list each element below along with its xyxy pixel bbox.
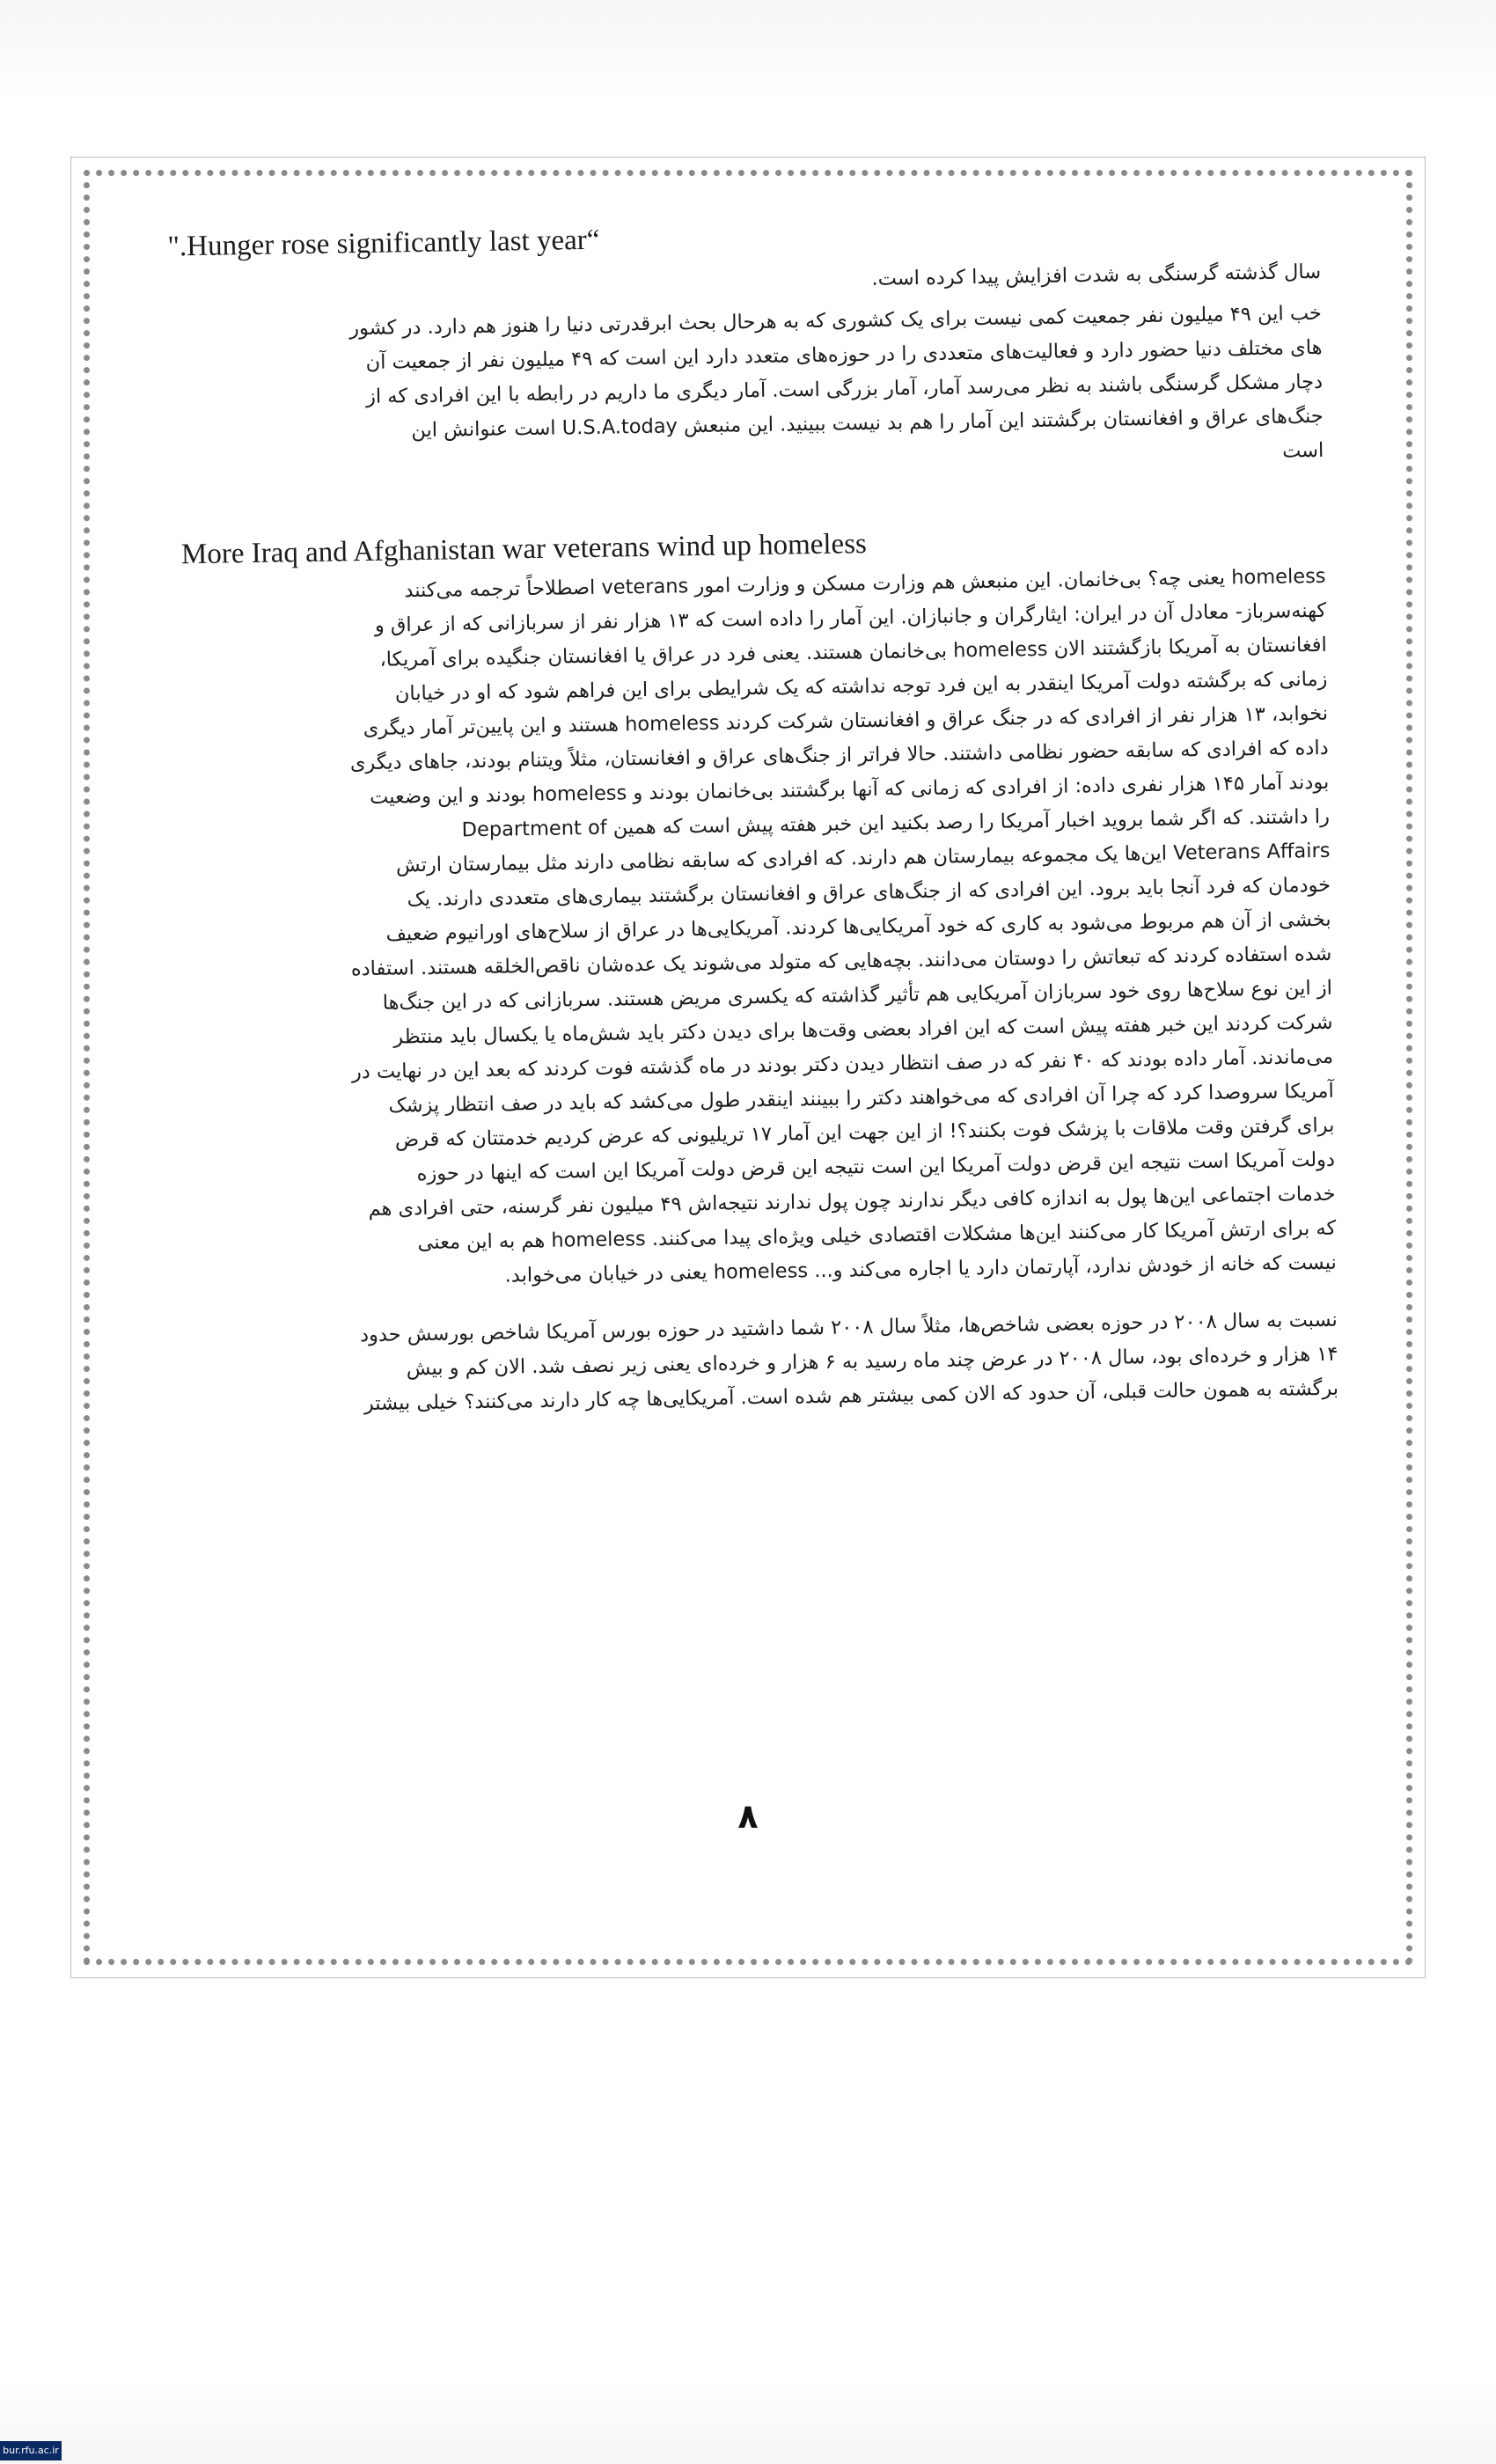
page-number: ۸ bbox=[737, 1797, 759, 1836]
text-line: بخشی از آن هم مربوط می‌شود به کاری که خود آمریکایی‌ها کردند. آمریکایی‌ها در عراق از سلاح‌های اورانیوم ضعیف bbox=[385, 907, 1331, 946]
text-line: که برای ارتش آمریکا کار می‌کنند این‌ها مشکلات اقتصادی خیلی ویژه‌ای پیدا می‌کنند. homeless هم به این معنی bbox=[417, 1216, 1337, 1255]
text-line: افغانستان به آمریکا بازگشتند الان homeless بی‌خانمان هستند. یعنی فرد در عراق یا افغانستان جنگیده برای آمریکا، bbox=[379, 633, 1327, 671]
text-line: داده که افرادی که سابقه حضور نظامی داشتند. حالا فراتر از جنگ‌های عراق و افغانستان، مثلاً ویتنام بودند، جاهای دیگری bbox=[349, 736, 1329, 775]
text-line: زمانی که برگشته دولت آمریکا اینقدر به این فرد توجه نداشته که یک شرایطی برای این فراهم شود که او در خیابان bbox=[394, 667, 1328, 706]
text-line: نسبت به سال ۲۰۰۸ در حوزه بعضی شاخص‌ها، مثلاً سال ۲۰۰۸ شما داشتید در حوزه بورس آمریکا شاخص بورسش حدود bbox=[359, 1308, 1338, 1347]
paragraph-stock-market bbox=[194, 1303, 1339, 1424]
english-heading-hunger: ".Hunger rose significantly last year“ bbox=[167, 224, 600, 263]
text-line: آمریکا سروصدا کرد که چرا آن افرادی که می‌خواهند دکتر را ببینند اینقدر طول می‌کشد که باید در صف انتظار پزشک bbox=[388, 1079, 1334, 1118]
english-heading-veterans: More Iraq and Afghanistan war veterans wind up homeless bbox=[180, 528, 868, 571]
text-line: برگشته به همون حالت قبلی، آن حدود که الان کمی بیشتر هم شده است. آمریکایی‌ها چه کار دارند می‌کنند؟ خیلی بیشتر bbox=[363, 1376, 1339, 1416]
text-line: است bbox=[1281, 438, 1324, 463]
text-line: خودمان که فرد آنجا باید برود. این افرادی که از جنگ‌های عراق و افغانستان برگشتند بیماری‌های متعددی دارند. یک bbox=[407, 873, 1331, 912]
paragraph-hunger-stats bbox=[178, 297, 1324, 486]
text-line: از این نوع سلاح‌ها روی خود سربازان آمریکایی هم تأثیر گذاشته که یکسری مریض هستند. سربازانی که در این جنگ‌ها bbox=[382, 976, 1333, 1015]
paragraph-veterans bbox=[181, 560, 1337, 1298]
text-line: برای گرفتن وقت ملاقات با پزشک فوت بکنند؟! از این جهت این آمار ۱۷ تریلیونی که عرض کردیم خدمتتان که قرض bbox=[394, 1113, 1335, 1152]
text-line: می‌ماندند. آمار داده بودند که ۴۰ نفر که در صف انتظار دیدن دکتر بودند در ماه گذشته فوت کردند که بعد این در نهایت در bbox=[351, 1045, 1334, 1084]
text-line: بودند آمار ۱۴۵ هزار نفری داده: از افرادی که زمانی که آنها برگشتند بی‌خانمان بودند و homeless بودند و این وضعیت bbox=[369, 770, 1330, 809]
text-line: های مختلف دنیا حضور دارد و فعالیت‌های متعددی را در حوزه‌های متعدد دارد این است که ۴۹ میلیون نفر از جمعیت آن bbox=[365, 335, 1323, 374]
text-line: خدمات اجتماعی این‌ها پول به اندازه کافی دیگر ندارند چون پول ندارند نتیجه‌اش ۴۹ میلیون نفر گرسنه، حتی افرادی هم bbox=[368, 1182, 1336, 1221]
text-line: شده استفاده کردند که تبعاتش را دوستان می‌دانند. بچه‌هایی که متولد می‌شوند یک عده‌شان ناقص‌الخلقه هستند. استفاده bbox=[350, 942, 1332, 981]
text-line: ۱۴ هزار و خرده‌ای بود، سال ۲۰۰۸ در عرض چند ماه رسید به ۶ هزار و خرده‌ای یعنی زیر نصف شد. الان کم و بیش bbox=[406, 1342, 1338, 1381]
persian-caption-hunger: سال گذشته گرسنگی به شدت افزایش پیدا کرده است. bbox=[871, 260, 1322, 290]
source-url-badge[interactable]: bur.rfu.ac.ir bbox=[0, 2441, 62, 2460]
text-line: Veterans Affairs این‌ها یک مجموعه بیمارستان هم دارند. که افرادی که سابقه نظامی دارند مثل بیمارستان ارتش bbox=[395, 839, 1331, 877]
text-line: شرکت کردند این خبر هفته پیش است که این افراد بعضی وقت‌ها برای دیدن دکتر باید شش‌ماه یا یکسال باید منتظر bbox=[393, 1010, 1333, 1049]
text-line: جنگ‌های عراق و افغانستان برگشتند این آمار را هم بد نیست ببینید. این منبعش U.S.A.today است عنوانش این bbox=[411, 404, 1324, 443]
text-line: خب این ۴۹ میلیون نفر جمعیت کمی نیست برای یک کشوری که به هرحال بحث ابرقدرتی دنیا را هنوز هم دارد. در کشور bbox=[348, 301, 1323, 341]
text-line: کهنه‌سرباز- معادل آن در ایران: ایثارگران و جانبازان. این آمار را داده است که ۱۳ هزار نفر از سربازانی که از عراق و bbox=[374, 598, 1327, 637]
text-line: homeless یعنی چه؟ بی‌خانمان. این منبعش هم وزارت مسکن و وزارت امور veterans اصطلاحاً ترجمه می‌کنند bbox=[404, 564, 1326, 603]
page-content bbox=[167, 209, 1346, 1899]
text-line: دچار مشکل گرسنگی باشند به نظر می‌رسد آمار، آمار بزرگی است. آمار دیگری ما داریم در رابطه با این افرادی که از bbox=[365, 370, 1324, 408]
text-line: نیست که خانه از خودش ندارد، آپارتمان دارد یا اجاره می‌کند و... homeless یعنی در خیابان می‌خوابد. bbox=[504, 1250, 1338, 1287]
text-line: نخوابد، ۱۳ هزار نفر از افرادی که در جنگ عراق و افغانستان شرکت کردند homeless هستند و این پایین‌تر آمار دیگری bbox=[363, 701, 1329, 741]
text-line: را داشتند. که اگر شما بروید اخبار آمریکا را رصد بکنید این خبر هفته پیش است که همین Department of bbox=[461, 804, 1331, 842]
text-line: دولت آمریکا است نتیجه این قرض دولت آمریکا این است نتیجه این قرض دولت آمریکا این است که اینها در حوزه bbox=[416, 1148, 1336, 1186]
